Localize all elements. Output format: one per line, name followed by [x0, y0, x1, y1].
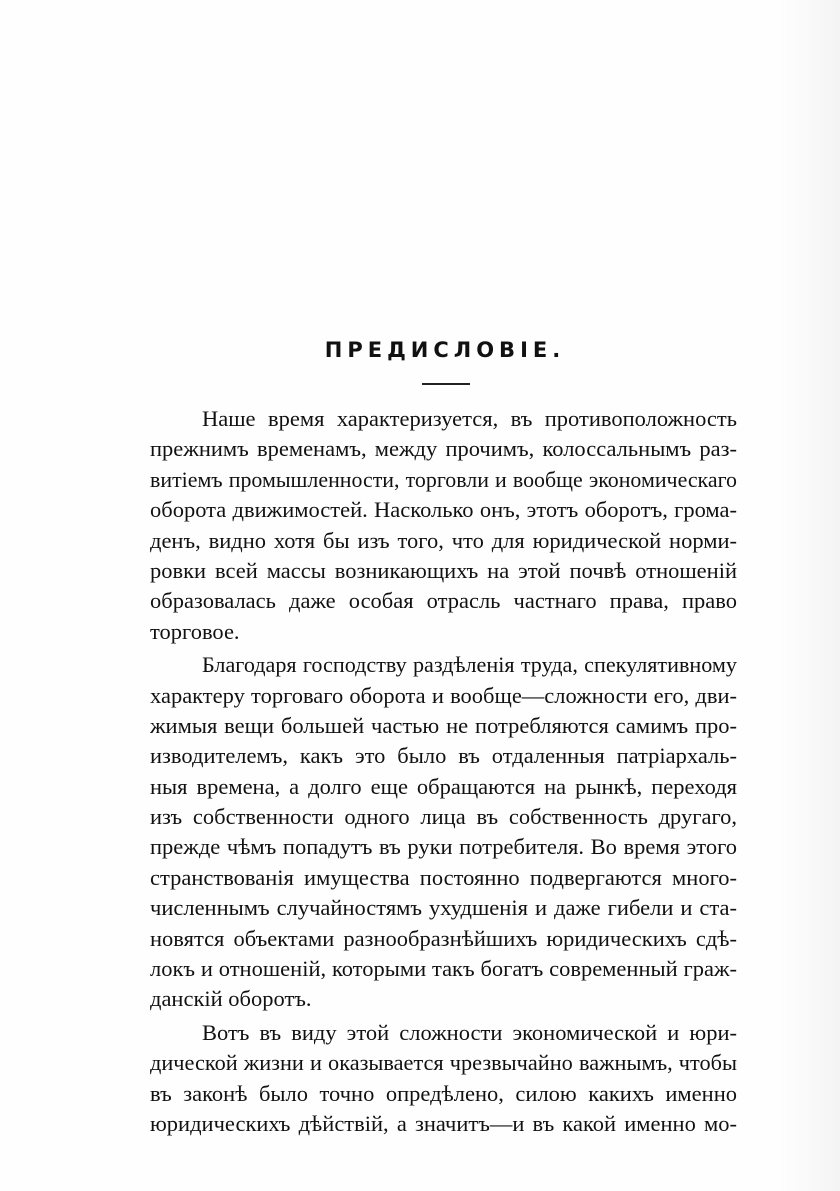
text-line: прежде чѣмъ попадутъ въ руки потребителя. Во время этого [150, 834, 737, 860]
text-line: локъ и отношеній, которыми такъ богатъ современный граж- [150, 956, 737, 982]
text-line: прежнимъ временамъ, между прочимъ, колоссальнымъ раз- [150, 436, 737, 462]
text-line: данскій оборотъ. [150, 986, 312, 1012]
text-line: странствованія имущества постоянно подвергаются много- [150, 864, 737, 890]
text-line: характеру торговаго оборота и вообще—сложности его, дви- [150, 682, 737, 708]
text-line: Благодаря господству раздѣленія труда, спекулятивному [202, 652, 737, 678]
text-line: денъ, видно хотя бы изъ того, что для юридической норми- [150, 527, 737, 553]
paragraph [150, 404, 737, 647]
text-line: Вотъ въ виду этой сложности экономической и юри- [202, 1019, 737, 1045]
text-line: изводителемъ, какъ это было въ отдаленныя патріархаль- [150, 743, 737, 769]
paragraph [150, 650, 737, 1015]
text-line: Наше время характеризуется, въ противоположность [202, 406, 737, 431]
text-line: юридическихъ дѣйствій, а значитъ—и въ какой именно мо- [150, 1110, 737, 1136]
paragraph [150, 1018, 737, 1140]
text-line: численнымъ случайностямъ ухудшенія и даже гибели и ста- [150, 895, 737, 921]
page-heading: ПРЕДИСЛОВІЕ. [324, 338, 566, 362]
text-line: жимыя вещи большей частью не потребляются самимъ про- [150, 712, 737, 738]
text-line: образовалась даже особая отрасль частнаго права, право [150, 588, 737, 614]
text-line: изъ собственности одного лица въ собственность другаго, [150, 804, 737, 830]
text-line: въ законѣ было точно опредѣлено, силою какихъ именно [150, 1080, 737, 1106]
page-edge-shadow [778, 0, 840, 1191]
text-line: ныя времена, а долго еще обращаются на рынкѣ, переходя [150, 773, 737, 799]
text-line: торговое. [150, 618, 240, 644]
text-line: оборота движимостей. Насколько онъ, этотъ оборотъ, грома- [150, 497, 737, 523]
text-line: ровки всей массы возникающихъ на этой почвѣ отношеній [150, 557, 737, 583]
text-line: новятся объектами разнообразнѣйшихъ юридическихъ сдѣ- [150, 925, 737, 951]
text-line: дической жизни и оказывается чрезвычайно важнымъ, чтобы [150, 1050, 737, 1076]
text-line: витіемъ промышленности, торговли и вообще экономическаго [150, 466, 737, 492]
heading-divider [422, 383, 470, 385]
body-text [150, 404, 737, 1139]
